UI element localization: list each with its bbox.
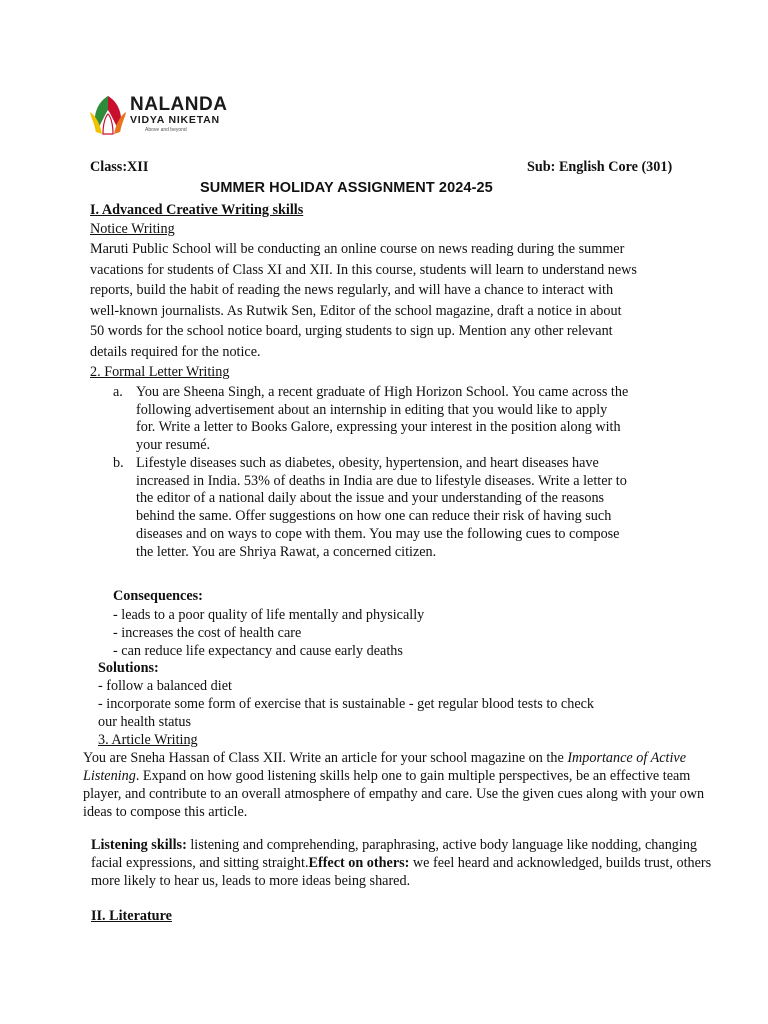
solution-line: our health status	[98, 714, 191, 730]
letter-heading: 2. Formal Letter Writing	[90, 364, 230, 380]
cues-text: facial expressions, and sitting straight.	[91, 855, 309, 871]
consequences-heading: Consequences:	[113, 588, 203, 604]
list-item-line: the editor of a national daily about the issue and your understanding of the reasons	[136, 490, 605, 507]
article-line: player, and contribute to an overall atmosphere of empathy and care. Use the given cues along with your own	[83, 786, 705, 802]
cues-text: we feel heard and acknowledged, builds trust, others	[409, 855, 712, 871]
list-item-line: the letter. You are Shriya Rawat, a concerned citizen.	[136, 543, 437, 560]
list-item-line: for. Write a letter to Books Galore, expressing your interest in the position along with	[136, 419, 621, 436]
list-item-line: increased in India. 53% of deaths in India are due to lifestyle diseases. Write a letter to	[136, 472, 627, 489]
cues-line: more likely to hear us, leads to more ideas being shared.	[91, 873, 411, 889]
list-item-line: You are Sheena Singh, a recent graduate of High Horizon School. You came across the	[136, 384, 629, 400]
notice-heading: Notice Writing	[90, 221, 175, 237]
solution-line: - follow a balanced diet	[98, 678, 232, 694]
list-marker: b.	[113, 455, 124, 471]
article-emphasis: Listening	[83, 768, 136, 784]
consequence-item: - leads to a poor quality of life mentally and physically	[113, 607, 425, 623]
list-item-line: Lifestyle diseases such as diabetes, obesity, hypertension, and heart diseases have	[136, 455, 599, 471]
notice-line: reports, build the habit of reading the news regularly, and will have a chance to interact with	[90, 282, 614, 298]
notice-line: details required for the notice.	[90, 343, 261, 360]
notice-line: vacations for students of Class XI and XII. In this course, students will learn to understand news	[90, 261, 637, 278]
article-text: . Expand on how good listening skills help one to gain multiple perspectives, be an effective team	[135, 768, 691, 784]
class-label: Class:XII	[90, 159, 149, 175]
logo-subname: VIDYA NIKETAN	[130, 114, 220, 126]
section-heading: I. Advanced Creative Writing skills	[90, 202, 304, 218]
list-item-line: behind the same. Offer suggestions on how one can reduce their risk of having such	[136, 508, 612, 525]
consequence-item: - can reduce life expectancy and cause early deaths	[113, 643, 403, 659]
list-marker: a.	[113, 384, 123, 400]
logo-tagline: Above and beyond	[145, 127, 187, 133]
consequence-item: - increases the cost of health care	[113, 625, 302, 641]
notice-line: Maruti Public School will be conducting an online course on news reading during the summer	[90, 241, 625, 257]
list-item-line: your resumé.	[136, 437, 211, 454]
school-logo	[88, 92, 238, 142]
lotus-emblem-icon	[88, 92, 128, 140]
article-heading: 3. Article Writing	[98, 732, 198, 748]
literature-heading: II. Literature	[91, 908, 172, 924]
solutions-heading: Solutions:	[98, 660, 159, 676]
notice-line: 50 words for the school notice board, urging students to sign up. Mention any other relevant	[90, 323, 613, 339]
article-text: You are Sneha Hassan of Class XII. Write an article for your school magazine on the	[83, 750, 568, 766]
cues-text: listening and comprehending, paraphrasing, active body language like nodding, changing	[186, 837, 698, 853]
page-title: SUMMER HOLIDAY ASSIGNMENT 2024-25	[200, 180, 493, 196]
logo-name: NALANDA	[130, 94, 228, 115]
list-item-line: diseases and on ways to cope with them. You may use the following cues to compose	[136, 525, 620, 542]
effect-on-others-label: Effect on others:	[308, 855, 410, 871]
solution-line: - incorporate some form of exercise that is sustainable - get regular blood tests to check	[98, 696, 595, 712]
subject-label: Sub: English Core (301)	[527, 159, 673, 175]
notice-line: well-known journalists. As Rutwik Sen, Editor of the school magazine, draft a notice in about	[90, 302, 622, 319]
listening-skills-label: Listening skills:	[91, 837, 187, 853]
article-emphasis: Importance of Active	[567, 750, 687, 766]
list-item-line: following advertisement about an internship in editing that you would like to apply	[136, 401, 608, 418]
article-line: ideas to compose this article.	[83, 804, 248, 820]
